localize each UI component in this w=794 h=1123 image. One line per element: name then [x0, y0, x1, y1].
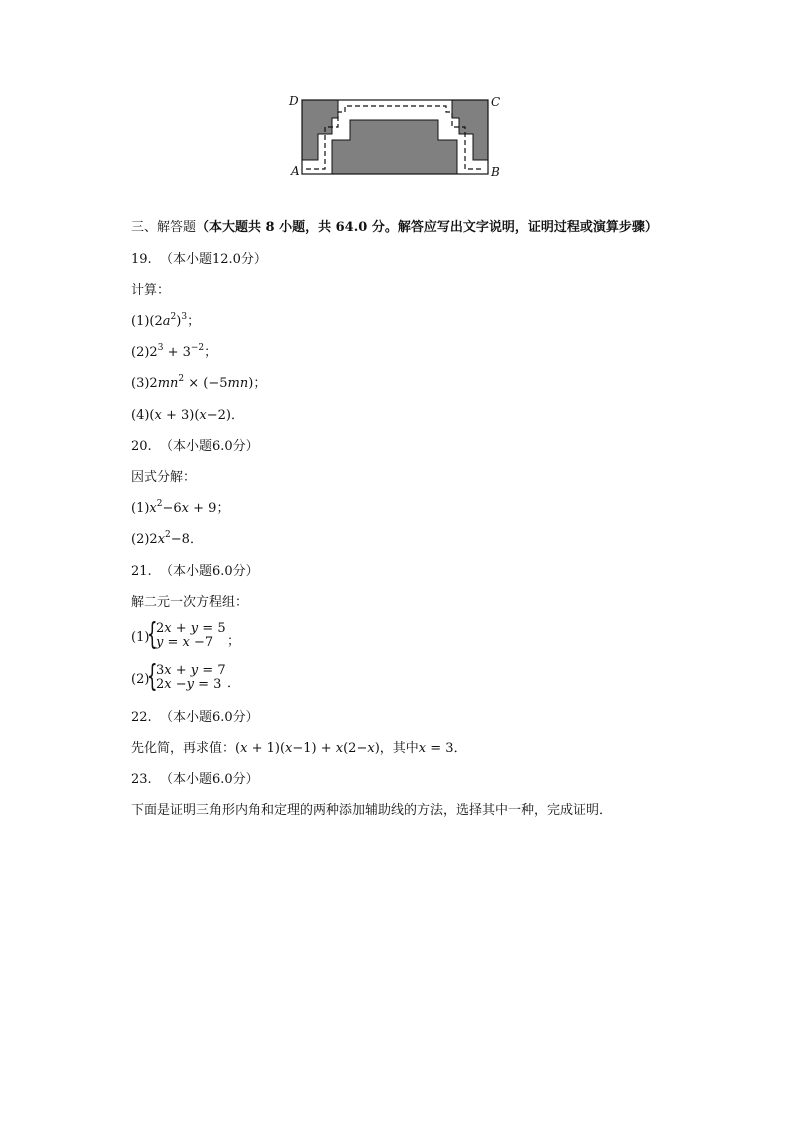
q19-item-2: $(2)2^3 + 3^{-2}$；: [131, 343, 218, 360]
item-separator: ；: [227, 634, 241, 649]
label-d: D: [289, 94, 299, 108]
item-index: (2): [131, 532, 150, 547]
rectangle-path-figure: [286, 92, 506, 184]
section-head: 三、解答题: [131, 220, 197, 235]
item-index: (1): [131, 630, 150, 645]
item-separator: ；: [187, 314, 201, 329]
q22-text: 先化简，再求值：(x + 1)(x−1) + x(2−x)，其中x = 3．: [131, 741, 467, 756]
item-index: (1): [131, 314, 150, 329]
item-separator: ．: [227, 676, 241, 691]
q22-score: （本小题6.0分）: [159, 710, 259, 725]
item-separator: ．: [231, 408, 245, 423]
q23-score: （本小题6.0分）: [159, 772, 259, 787]
q22-end: ．: [453, 741, 467, 756]
item-index: (3): [131, 376, 150, 391]
q20-title: [131, 439, 259, 455]
q23-title: [131, 772, 259, 788]
item-separator: ；: [204, 345, 218, 360]
q20-item-1: $(1)x^2-6x + 9$；: [131, 499, 230, 516]
item-index: (2): [131, 672, 150, 687]
q22-prompt: 先化简，再求值：: [131, 741, 236, 756]
equation-line: y = x −7: [156, 635, 214, 650]
equation-line: 2x −y = 3: [156, 677, 222, 692]
q22-condition: ，其中: [379, 741, 419, 756]
q22-title: [131, 710, 259, 726]
q20-item-2: $(2)2x^2-8$．: [131, 530, 203, 547]
q20-intro: 因式分解：: [131, 470, 197, 485]
label-b: B: [491, 165, 500, 179]
q21-title: [131, 564, 259, 580]
q20-number: 20.: [131, 439, 152, 454]
q19-number: 19.: [131, 252, 152, 267]
q21-system-1: [131, 617, 281, 652]
q22-number: 22.: [131, 710, 152, 725]
q19-title: [131, 252, 267, 268]
item-index: (4): [131, 408, 150, 423]
q19-intro: 计算：: [131, 283, 171, 298]
item-index: (1): [131, 501, 150, 516]
item-index: (2): [131, 345, 150, 360]
q21-score: （本小题6.0分）: [159, 564, 259, 579]
section-header: [131, 220, 658, 236]
grey-center-region: [332, 120, 457, 174]
q23-number: 23.: [131, 772, 152, 787]
q19-item-4: (4)(x + 3)(x−2)．: [131, 408, 245, 423]
q19-item-3: $(3)2mn^2 \times (-5mn)$；: [131, 374, 267, 391]
q21-number: 21.: [131, 564, 152, 579]
section-note: （本大题共 8 小题，共 64.0 分。解答应写出文字说明，证明过程或演算步骤）: [196, 220, 658, 235]
item-separator: ．: [189, 532, 203, 547]
q20-score: （本小题6.0分）: [159, 439, 259, 454]
q21-intro: 解二元一次方程组：: [131, 595, 249, 610]
brace-icon: {: [147, 659, 158, 694]
item-separator: ；: [216, 501, 230, 516]
brace-icon: {: [147, 617, 158, 652]
equation-line: 3x + y = 7: [156, 663, 226, 678]
figure-drawing: [286, 92, 506, 184]
equation-line: 2x + y = 5: [156, 621, 226, 636]
label-a: A: [291, 164, 300, 178]
label-c: C: [491, 95, 501, 109]
q21-system-2: [131, 659, 281, 694]
item-separator: ；: [253, 376, 267, 391]
q19-score: （本小题12.0分）: [159, 252, 267, 267]
q19-item-1: $(1)(2a^2)^3$；: [131, 312, 201, 329]
q23-text: 下面是证明三角形内角和定理的两种添加辅助线的方法，选择其中一种，完成证明．: [131, 803, 613, 818]
